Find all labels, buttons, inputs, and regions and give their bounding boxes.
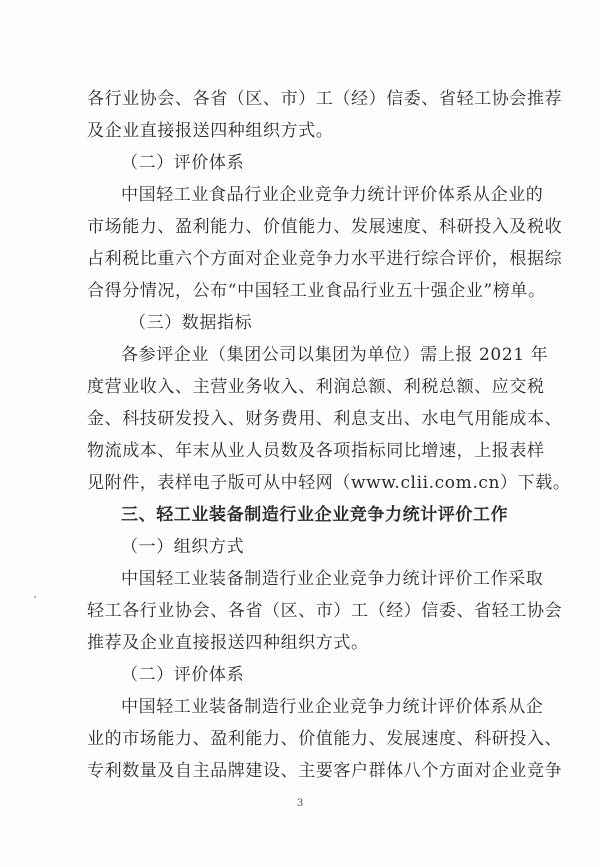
text-line: 业的市场能力、盈利能力、价值能力、发展速度、科研投入、	[87, 729, 563, 749]
text-line: 合得分情况，公布“中国轻工业食品行业五十强企业”榜单。	[87, 281, 546, 301]
text-line: 占利税比重六个方面对企业竞争力水平进行综合评价，根据综	[87, 249, 563, 269]
text-line: 物流成本、年末从业人员数及各项指标同比增速，上报表样	[87, 441, 545, 461]
section-heading: 三、轻工业装备制造行业企业竞争力统计评价工作	[121, 505, 509, 525]
subsection-heading: （二）评价体系	[121, 665, 245, 685]
text-line: 中国轻工业食品行业企业竞争力统计评价体系从企业的	[121, 185, 544, 205]
text-line: 各行业协会、各省（区、市）工（经）信委、省轻工协会推荐	[87, 89, 563, 109]
text-line: 中国轻工业装备制造行业企业竞争力统计评价体系从企	[121, 697, 544, 717]
text-line: 见附件，表样电子版可从中轻网（www.clii.com.cn）下载。	[87, 473, 571, 493]
scan-speck	[34, 596, 36, 598]
text-line: 市场能力、盈利能力、价值能力、发展速度、科研投入及税收	[87, 217, 563, 237]
text-line: 专利数量及自主品牌建设、主要客户群体八个方面对企业竞争	[87, 761, 563, 781]
subsection-heading: （三）数据指标	[129, 313, 253, 333]
subsection-heading: （一）组织方式	[121, 537, 245, 557]
text-line: 各参评企业（集团公司以集团为单位）需上报 2021 年	[121, 345, 549, 365]
subsection-heading: （二）评价体系	[121, 153, 245, 173]
text-line: 及企业直接报送四种组织方式。	[87, 121, 334, 141]
page-number: 3	[296, 798, 304, 809]
text-line: 中国轻工业装备制造行业企业竞争力统计评价工作采取	[121, 569, 544, 589]
text-line: 金、科技研发投入、财务费用、利息支出、水电气用能成本、	[87, 409, 563, 429]
text-line: 度营业收入、主营业务收入、利润总额、利税总额、应交税	[87, 377, 545, 397]
text-line: 轻工各行业协会、各省（区、市）工（经）信委、省轻工协会	[87, 601, 563, 621]
text-line: 推荐及企业直接报送四种组织方式。	[87, 633, 369, 653]
